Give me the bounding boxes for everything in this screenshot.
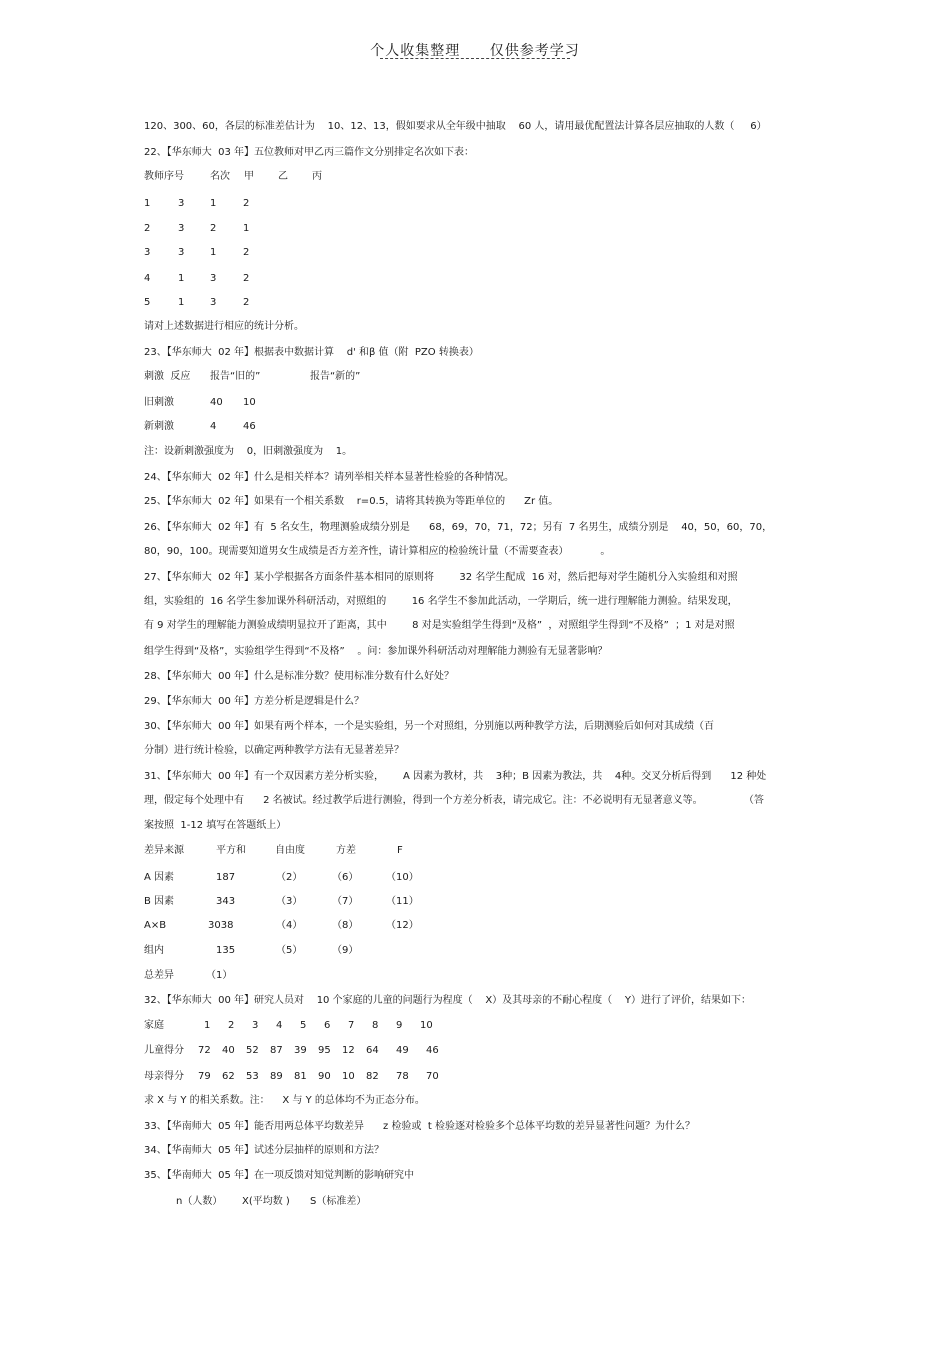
table-cell: 90 — [318, 1071, 331, 1082]
text-line-q22-prompt: 请对上述数据进行相应的统计分析。 — [144, 321, 304, 332]
table31-header-cell: 平方和 — [216, 845, 246, 856]
table-cell: （12） — [386, 920, 419, 931]
text-line-q22: 22、【华东师大 03 年】五位教师对甲乙丙三篇作文分别排定名次如下表： — [144, 147, 474, 158]
table-cell: 母亲得分 — [144, 1071, 184, 1082]
table-cell: （5） — [276, 945, 303, 956]
table-cell: 总差异 — [144, 970, 174, 981]
table-cell: 4 — [210, 421, 217, 432]
table-cell: 46 — [426, 1045, 439, 1056]
text-line-q29: 29、【华东师大 00 年】方差分析是逻辑是什么？ — [144, 696, 364, 707]
table-cell: （4） — [276, 920, 303, 931]
table31-header-cell: 方差 — [336, 845, 356, 856]
table-cell: 5 — [144, 297, 151, 308]
table-cell: 3 — [178, 223, 185, 234]
table-cell: 1 — [204, 1020, 211, 1031]
text-line-q28: 28、【华东师大 00 年】什么是标准分数？使用标准分数有什么好处？ — [144, 671, 454, 682]
table-cell: 2 — [243, 198, 250, 209]
table22-header-cell: 丙 — [312, 171, 322, 182]
table-cell: 9 — [396, 1020, 403, 1031]
text-line-q27-cont: 有 9 对学生的理解能力测验成绩明显拉开了距离，其中 8 对是实验组学生得到“及格” ，对照组学生得到“不及格” ；1 对是对照 — [144, 620, 735, 631]
table-cell: 78 — [396, 1071, 409, 1082]
table-cell: （7） — [332, 896, 359, 907]
table-cell: B 因素 — [144, 896, 175, 907]
table-cell: 3 — [252, 1020, 259, 1031]
text-line-q26: 26、【华东师大 02 年】有 5 名女生，物理测验成绩分别是 68，69，70，71，72；另有 7 名男生，成绩分别是 40，50，60，70， — [144, 522, 773, 533]
table35-header-cell: n（人数） — [176, 1196, 223, 1207]
text-line-q30: 30、【华东师大 00 年】如果有两个样本，一个是实验组，另一个对照组，分别施以两种教学方法，后期测验后如何对其成绩（百 — [144, 721, 714, 732]
table-cell: 4 — [276, 1020, 283, 1031]
table-cell: 2 — [243, 247, 250, 258]
table-cell: （10） — [386, 872, 419, 883]
table-cell: 53 — [246, 1071, 259, 1082]
table-cell: （11） — [386, 896, 419, 907]
text-line-q23-note: 注：设新刺激强度为 0，旧刺激强度为 1。 — [144, 446, 353, 457]
text-line-q26-cont: 80，90，100。现需要知道男女生成绩是否方差齐性，请计算相应的检验统计量（不需要查表） 。 — [144, 546, 611, 557]
table-cell: 3 — [178, 198, 185, 209]
table-cell: 187 — [216, 872, 236, 883]
table23-header-cell: 刺激 反应 — [144, 371, 191, 382]
text-line-q34: 34、【华南师大 05 年】试述分层抽样的原则和方法？ — [144, 1145, 384, 1156]
table23-header-cell: 报告“新的” — [310, 371, 361, 382]
table-cell: （6） — [332, 872, 359, 883]
table22-header-cell: 甲 — [244, 171, 254, 182]
table-cell: 49 — [396, 1045, 409, 1056]
table-cell: 4 — [144, 273, 151, 284]
table-cell: 82 — [366, 1071, 379, 1082]
table-cell: 46 — [243, 421, 256, 432]
table-cell: 3 — [144, 247, 151, 258]
table-cell: （1） — [206, 970, 233, 981]
table-cell: 39 — [294, 1045, 307, 1056]
page-header — [0, 40, 950, 60]
table-cell: 7 — [348, 1020, 355, 1031]
table-cell: 10 — [420, 1020, 433, 1031]
table-cell: 1 — [210, 198, 217, 209]
text-line-q27: 27、【华东师大 02 年】某小学根据各方面条件基本相同的原则将 32 名学生配成 16 对，然后把每对学生随机分入实验组和对照 — [144, 572, 738, 583]
table-cell: 3 — [178, 247, 185, 258]
table-cell: 79 — [198, 1071, 211, 1082]
text-line-q21-tail: 120、300、60，各层的标准差估计为 10、12、13，假如要求从全年级中抽取 60 人，请用最优配置法计算各层应抽取的人数（ 6） — [144, 121, 767, 132]
table-cell: 1 — [144, 198, 151, 209]
table-cell: 70 — [426, 1071, 439, 1082]
header-left: 个人收集整理 — [370, 43, 461, 59]
text-line-q31-cont: 案按照 1-12 填写在答题纸上） — [144, 820, 287, 831]
table-cell: 8 — [372, 1020, 379, 1031]
table-cell: 3038 — [208, 920, 234, 931]
table35-header-cell: X(平均数 ) — [242, 1196, 290, 1207]
text-line-q35: 35、【华南师大 05 年】在一项反馈对知觉判断的影响研究中 — [144, 1170, 414, 1181]
table35-header-cell: S（标准差） — [310, 1196, 367, 1207]
table-cell: 64 — [366, 1045, 379, 1056]
table-cell: A×B — [144, 920, 167, 931]
header-rule — [380, 58, 570, 59]
table-cell: 2 — [243, 297, 250, 308]
table-cell: 40 — [222, 1045, 235, 1056]
table-cell: 95 — [318, 1045, 331, 1056]
table-cell: （9） — [332, 945, 359, 956]
table-cell: 2 — [228, 1020, 235, 1031]
table31-header-cell: F — [397, 845, 403, 856]
table22-header-cell: 乙 — [278, 171, 288, 182]
table-cell: 2 — [210, 223, 217, 234]
table-cell: 5 — [300, 1020, 307, 1031]
table-cell: 135 — [216, 945, 236, 956]
text-line-q32: 32、【华东师大 00 年】研究人员对 10 个家庭的儿童的问题行为程度（ X）及其母亲的不耐心程度（ Y）进行了评价，结果如下： — [144, 995, 751, 1006]
table-cell: 1 — [178, 297, 185, 308]
text-line-q25: 25、【华东师大 02 年】如果有一个相关系数 r=0.5，请将其转换为等距单位的 Zr 值。 — [144, 496, 559, 507]
table-cell: 3 — [210, 297, 217, 308]
text-line-q27-cont: 组学生得到“及格”，实验组学生得到“不及格” 。问：参加课外科研活动对理解能力测验有无显著影响？ — [144, 646, 608, 657]
table-cell: 72 — [198, 1045, 211, 1056]
table-cell: 52 — [246, 1045, 259, 1056]
table-cell: 10 — [342, 1071, 355, 1082]
table-cell: （8） — [332, 920, 359, 931]
header-right: 仅供参考学习 — [489, 43, 580, 59]
table-cell: 儿童得分 — [144, 1045, 184, 1056]
table-cell: 40 — [210, 397, 223, 408]
table-cell: 10 — [243, 397, 256, 408]
table-cell: 62 — [222, 1071, 235, 1082]
table-cell: 2 — [243, 273, 250, 284]
table-cell: 6 — [324, 1020, 331, 1031]
table-cell: 1 — [243, 223, 250, 234]
table-cell: 343 — [216, 896, 236, 907]
text-line-q33: 33、【华南师大 05 年】能否用两总体平均数差异 z 检验或 t 检验逐对检验多个总体平均数的差异显著性问题？为什么？ — [144, 1121, 695, 1132]
text-line-q24: 24、【华东师大 02 年】什么是相关样本？请列举相关样本显著性检验的各种情况。 — [144, 472, 514, 483]
table22-header-cell: 名次 — [210, 171, 230, 182]
table31-header-cell: 自由度 — [275, 845, 305, 856]
text-line-q27-cont: 组，实验组的 16 名学生参加课外科研活动，对照组的 16 名学生不参加此活动，一学期后，统一进行理解能力测验。结果发现， — [144, 596, 738, 607]
table-cell: 1 — [210, 247, 217, 258]
text-line-q30-cont: 分制）进行统计检验，以确定两种教学方法有无显著差异？ — [144, 745, 404, 756]
table-cell: 家庭 — [144, 1020, 164, 1031]
table-cell: 87 — [270, 1045, 283, 1056]
table-cell: 2 — [144, 223, 151, 234]
table-cell: 旧刺激 — [144, 397, 174, 408]
table-cell: 组内 — [144, 945, 164, 956]
table31-header-cell: 差异来源 — [144, 845, 184, 856]
table-cell: 89 — [270, 1071, 283, 1082]
table-cell: 12 — [342, 1045, 355, 1056]
table-cell: （3） — [276, 896, 303, 907]
table-cell: 81 — [294, 1071, 307, 1082]
table-cell: 1 — [178, 273, 185, 284]
text-line-q31-cont: 理，假定每个处理中有 2 名被试。经过教学后进行测验，得到一个方差分析表，请完成它。注：不必说明有无显著意义等。 （答 — [144, 795, 764, 806]
table-cell: （2） — [276, 872, 303, 883]
text-line-q32-question: 求 X 与 Y 的相关系数。注： X 与 Y 的总体均不为正态分布。 — [144, 1095, 425, 1106]
text-line-q23: 23、【华东师大 02 年】根据表中数据计算 d' 和β 值（附 PZO 转换表） — [144, 347, 479, 358]
text-line-q31: 31、【华东师大 00 年】有一个双因素方差分析实验， A 因素为教材，共 3种；B 因素为教法，共 4种。交叉分析后得到 12 种处 — [144, 771, 767, 782]
table-cell: 3 — [210, 273, 217, 284]
table-cell: A 因素 — [144, 872, 175, 883]
table-cell: 新刺激 — [144, 421, 174, 432]
table22-header-cell: 教师序号 — [144, 171, 184, 182]
table23-header-cell: 报告“旧的” — [210, 371, 261, 382]
